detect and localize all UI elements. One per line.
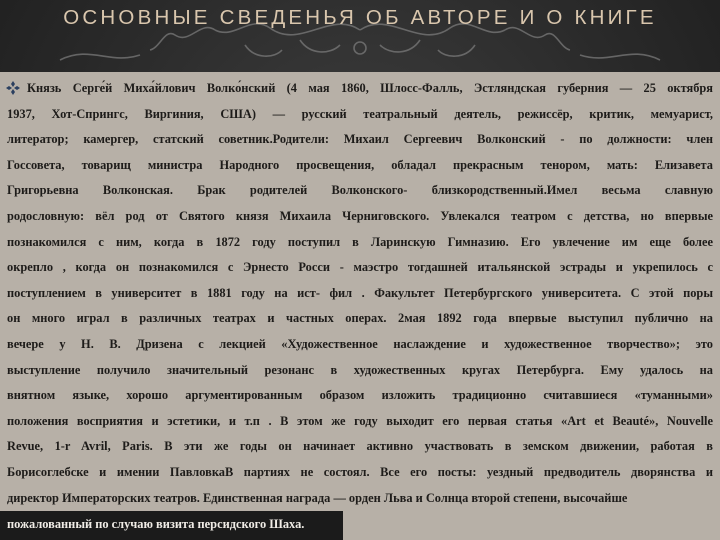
body-line: положения восприятия и эстетики, и т.п . В этом же году выходит его первая статья «Art et Beauté», Nouvelle bbox=[7, 413, 713, 428]
body-line: родословную: вёл род от Святого князя Михаила Черниговского. Увлекался театром с детства, но впервые bbox=[7, 208, 713, 223]
body-line: Борисоглебске и имении ПавловкаВ партиях не состоял. Все его посты: уездный предводитель дворянства и bbox=[7, 464, 713, 479]
body-line: Revue, 1-r Avril, Paris. В эти же годы он начинает активно участвовать в земском движении, работая в bbox=[7, 439, 713, 454]
body-line: Госсовета, товарищ министра Народного просвещения, обладал прекрасным тенором, мать: Елизавета bbox=[7, 157, 713, 172]
body-line: познакомился с ним, когда в 1872 году поступил в Ларинскую Гимназию. Его увлечение им еще более bbox=[7, 234, 713, 249]
body-text bbox=[7, 76, 713, 511]
body-line: Григорьевна Волконская. Брак родителей Волконского- близкородственный.Имел весьма славную bbox=[7, 183, 713, 198]
body-line: литератор; камергер, статский советник.Родители: Михаил Сергеевич Волконский - по должности: член bbox=[7, 132, 713, 147]
body-line: Князь Серге́й Миха́йлович Волко́нский (4 мая 1860, Шлосс-Фалль, Эстляндская губерния — 25 октября bbox=[27, 81, 713, 95]
body-line: директор Императорских театров. Единственная награда — орден Льва и Солнца второй степени, высочайше bbox=[7, 490, 628, 505]
body-last-line: пожалованный по случаю визита персидского Шаха. bbox=[7, 517, 305, 531]
body-line: вечере у Н. В. Дризена с лекцией «Художественное наслаждение и художественное творчество»; это bbox=[7, 336, 713, 351]
body-line: он много играл в различных театрах и частных операх. 2мая 1892 года впервые выступил публично на bbox=[7, 311, 713, 326]
body-line: внятном языке, хорошо аргументированным образом изложить традиционно считавшиеся «туманными» bbox=[7, 388, 713, 403]
body-line: выступление получило значительный резонанс в художественных кругах Петербурга. Ему удалось на bbox=[7, 362, 713, 377]
body-line: 1937, Хот-Спрингс, Виргиния, США) — русский театральный деятель, режиссёр, критик, мемуарист, bbox=[7, 106, 713, 121]
body-line: поступлением в университет в 1881 году на ист- фил . Факультет Петербургского университета. С этой поры bbox=[7, 285, 713, 300]
body-line: окрепло , когда он познакомился с Эрнесто Росси - маэстро тогдашней итальянской эстрады и укрепилось с bbox=[7, 260, 713, 275]
slide-title: ОСНОВНЫЕ СВЕДЕНЬЯ ОБ АВТОРЕ И О КНИГЕ bbox=[63, 6, 657, 29]
